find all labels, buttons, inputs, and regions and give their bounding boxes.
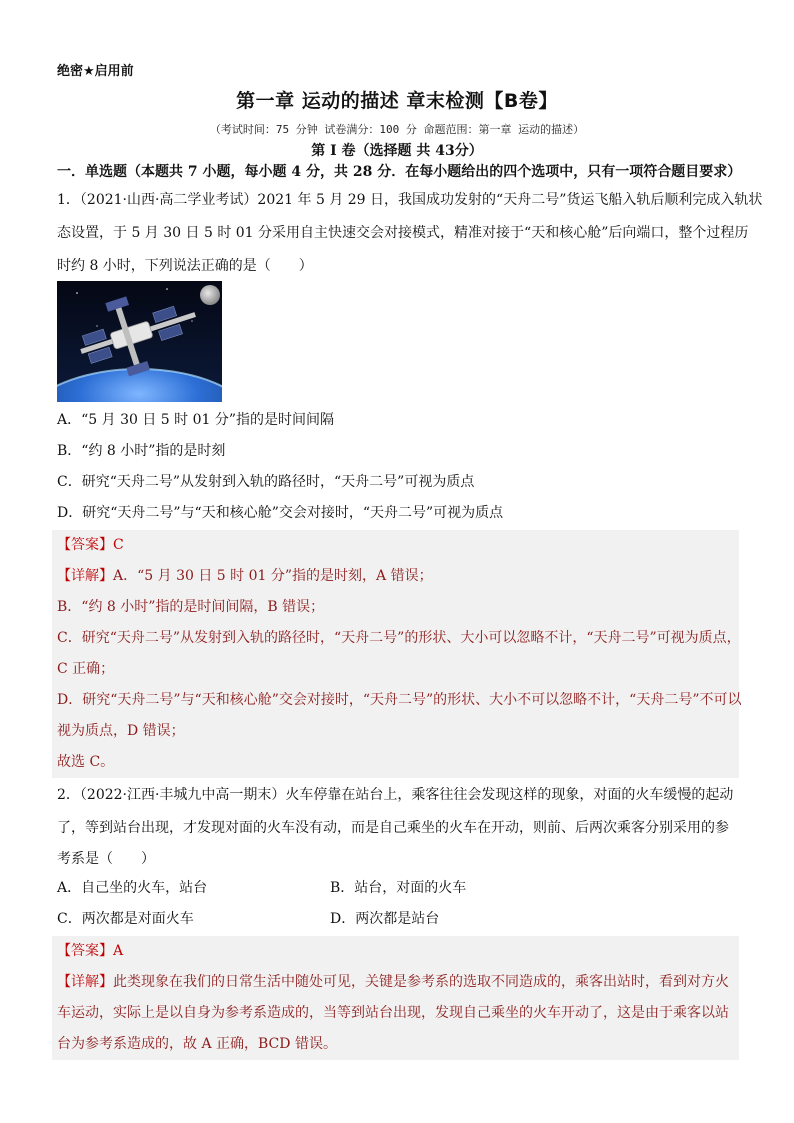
q2-stem-line: 2．（2022·江西·丰城九中高一期末）火车停靠在站台上，乘客往往会发现这样的现象，对面的火车缓慢的起动 (57, 787, 734, 803)
q1-option-a: A．“5 月 30 日 5 时 01 分”指的是时间间隔 (57, 412, 335, 428)
q1-option-b: B．“约 8 小时”指的是时刻 (57, 443, 226, 459)
detail-label: 【详解】 (57, 974, 113, 990)
q2-answer: 【答案】A (57, 943, 124, 959)
volume-heading: 第 I 卷（选择题 共 43分） (311, 143, 483, 159)
q2-option-c: C．两次都是对面火车 (57, 911, 194, 927)
q2-detail-line: 台为参考系造成的，故 A 正确，BCD 错误。 (57, 1036, 337, 1052)
q1-stem-line: 1．（2021·山西·高二学业考试）2021 年 5 月 29 日，我国成功发射的“天舟二号”货运飞船入轨后顺利完成入轨状 (57, 192, 763, 208)
q2-stem-line: 考系是（ ） (57, 851, 155, 867)
q1-detail-line: D．研究“天舟二号”与“天和核心舱”交会对接时，“天舟二号”的形状、大小不可以忽略不计，“天舟二号”不可以 (57, 692, 742, 708)
q1-stem-line: 态设置，于 5 月 30 日 5 时 01 分采用自主快速交会对接模式，精准对接于“天和核心舱”后向端口，整个过程历 (57, 225, 749, 241)
q2-stem-line: 了，等到站台出现，才发现对面的火车没有动，而是自己乘坐的火车在开动，则前、后两次乘客分别采用的参 (57, 820, 729, 836)
confidential-label: 绝密★启用前 (57, 64, 134, 79)
q2-option-a: A．自己坐的火车，站台 (57, 880, 208, 896)
q1-detail-line: C 正确； (57, 661, 115, 677)
q2-detail-line: 【详解】此类现象在我们的日常生活中随处可见，关键是参考系的选取不同造成的，乘客出站时，看到对方火 (57, 974, 729, 990)
q2-option-b: B．站台，对面的火车 (330, 880, 467, 896)
space-station-image (57, 281, 222, 402)
q1-option-c: C．研究“天舟二号”从发射到入轨的路径时，“天舟二号”可视为质点 (57, 474, 475, 490)
q1-detail-line: 【详解】A．“5 月 30 日 5 时 01 分”指的是时刻，A 错误； (57, 568, 433, 584)
page-title: 第一章 运动的描述 章末检测【B卷】 (236, 90, 558, 112)
exam-meta: （考试时间：75 分钟 试卷满分：100 分 命题范围：第一章 运动的描述） (209, 123, 585, 136)
q1-detail-line: B．“约 8 小时”指的是时间间隔，B 错误； (57, 599, 325, 615)
q1-detail-line: 故选 C。 (57, 754, 115, 770)
q1-stem-line: 时约 8 小时，下列说法正确的是（ ） (57, 258, 313, 274)
q1-detail-line: 视为质点，D 错误； (57, 723, 185, 739)
q1-option-d: D．研究“天舟二号”与“天和核心舱”交会对接时，“天舟二号”可视为质点 (57, 505, 504, 521)
detail-label: 【详解】 (57, 568, 113, 584)
section-heading: 一．单选题（本题共 7 小题，每小题 4 分，共 28 分．在每小题给出的四个选项中，只有一项符合题目要求） (57, 164, 742, 180)
q1-detail-line: C．研究“天舟二号”从发射到入轨的路径时，“天舟二号”的形状、大小可以忽略不计，“天舟二号”可视为质点， (57, 630, 741, 646)
q2-option-d: D．两次都是站台 (330, 911, 440, 927)
q2-detail-line: 车运动，实际上是以自身为参考系造成的，当等到站台出现，发现自己乘坐的火车开动了，这是由于乘客以站 (57, 1005, 729, 1021)
q1-answer: 【答案】C (57, 537, 124, 553)
